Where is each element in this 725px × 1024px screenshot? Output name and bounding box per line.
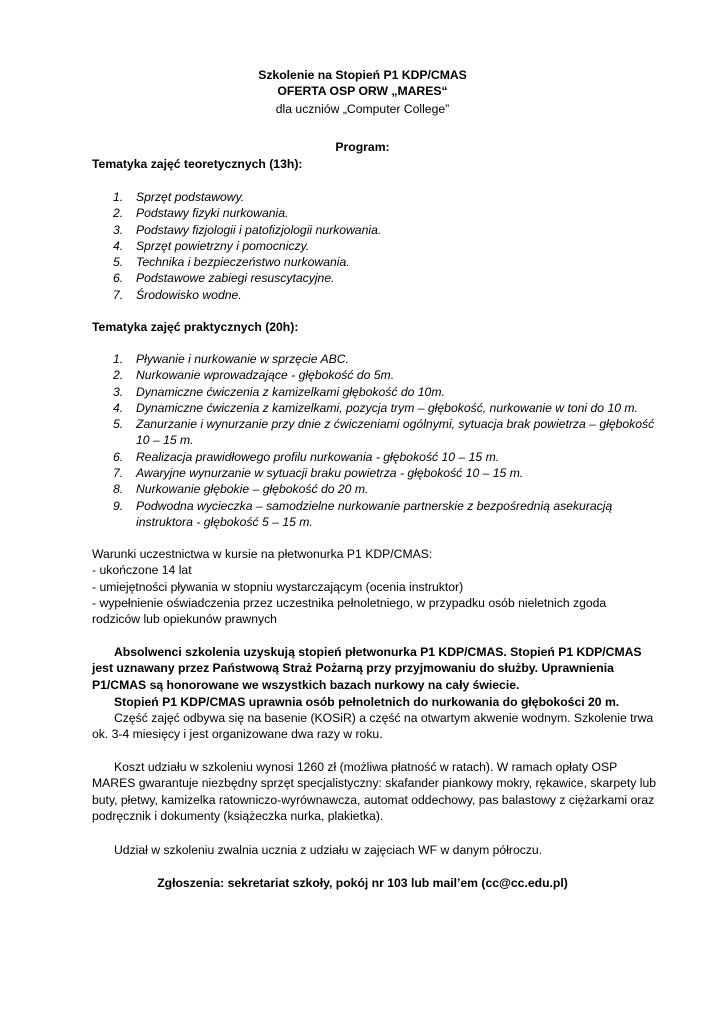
practice-section-title: Tematyka zajęć praktycznych (20h):	[92, 320, 299, 334]
condition-item: - wypełnienie oświadczenia przez uczestnika pełnoletniego, w przypadku osób nieletnich zgoda rodziców lub opiekunów prawnych	[92, 595, 607, 627]
program-label: Program:	[335, 140, 390, 154]
list-item: 7. Środowisko wodne.	[113, 287, 242, 302]
offer-title: OFERTA OSP ORW „MARES“	[277, 84, 448, 98]
contact-line: Zgłoszenia: sekretariat szkoły, pokój nr 103 lub mail’em (cc@cc.edu.pl)	[157, 876, 568, 890]
list-item: 1. Pływanie i nurkowanie w sprzęcie ABC.	[113, 352, 349, 366]
list-item: 2. Podstawy fizyki nurkowania.	[113, 206, 289, 221]
list-item: 3. Dynamiczne ćwiczenia z kamizelkami głębokość do 10m.	[113, 384, 445, 399]
list-item: 4. Sprzęt powietrzny i pomocniczy.	[113, 238, 310, 253]
theory-list	[92, 189, 662, 303]
graduates-paragraph: Absolwenci szkolenia uzyskują stopień płetwonurka P1 KDP/CMAS. Stopień P1 KDP/CMAS jest uznawany przez Państwową Straż Pożarną przy przyjmowaniu do służby. Uprawnienia P1/CMAS są honorowane we wszystkich bazach nurkowy na cały świecie.	[92, 645, 642, 692]
audience-subtitle: dla uczniów „Computer College”	[275, 102, 450, 116]
list-item: 5. Zanurzanie i wynurzanie przy dnie z ćwiczeniami ogólnymi, sytuacja brak powietrza – głębokość 10 – 15 m.	[113, 417, 655, 448]
list-item: 1. Sprzęt podstawowy.	[113, 190, 245, 204]
condition-item: - umiejętności pływania w stopniu wystarczającym (ocenia instruktor)	[92, 579, 464, 594]
conditions-title: Warunki uczestnictwa w kursie na płetwonurka P1 KDP/CMAS:	[92, 547, 433, 561]
theory-section-title: Tematyka zajęć teoretycznych (13h):	[92, 157, 303, 171]
schedule-paragraph: Część zajęć odbywa się na basenie (KOSiR) a część na otwartym akwenie wodnym. Szkolenie trwa ok. 3-4 miesięcy i jest organizowane dwa razy w roku.	[92, 711, 654, 742]
list-item: 8. Nurkowanie głębokie – głębokość do 20 m.	[113, 482, 369, 497]
list-item: 7. Awaryjne wynurzanie w sytuacji braku powietrza - głębokość 10 – 15 m.	[113, 466, 524, 481]
list-item: 6. Podstawowe zabiegi resuscytacyjne.	[113, 271, 335, 286]
list-item: 2. Nurkowanie wprowadzające - głębokość do 5m.	[113, 368, 395, 383]
list-item: 4. Dynamiczne ćwiczenia z kamizelkami, pozycja trym – głębokość, nurkowanie w toni do 10 m.	[113, 400, 638, 415]
condition-item: - ukończone 14 lat	[92, 563, 192, 578]
entitlement-paragraph: Stopień P1 KDP/CMAS uprawnia osób pełnoletnich do nurkowania do głębokości 20 m.	[114, 695, 620, 709]
pe-exemption-paragraph: Udział w szkoleniu zwalnia ucznia z udziału w zajęciach WF w danym półroczu.	[114, 843, 543, 857]
cost-paragraph: Koszt udziału w szkoleniu wynosi 1260 zł (możliwa płatność w ratach). W ramach opłaty OSP MARES gwarantuje niezbędny sprzęt specjalistyczny: skafander piankowy mokry, rękawice, skarpety lub buty, płetwy, kamizelka ratowniczo-wyrównawcza, automat oddechowy, pas balastowy z ciężarkami oraz podręcznik i dokumenty (książeczka nurka, plakietka).	[92, 760, 657, 823]
list-item: 3. Podstawy fizjologii i patofizjologii nurkowania.	[113, 222, 382, 237]
practice-list	[92, 351, 662, 530]
conditions-block	[92, 546, 657, 627]
list-item: 5. Technika i bezpieczeństwo nurkowania.	[113, 255, 350, 270]
list-item: 6. Realizacja prawidłowego profilu nurkowania - głębokość 10 – 15 m.	[113, 449, 500, 464]
document-title: Szkolenie na Stopień P1 KDP/CMAS	[258, 68, 467, 82]
list-item: 9. Podwodna wycieczka – samodzielne nurkowanie partnerskie z bezpośrednią asekuracją instruktora - głębokość 5 – 15 m.	[113, 498, 613, 529]
